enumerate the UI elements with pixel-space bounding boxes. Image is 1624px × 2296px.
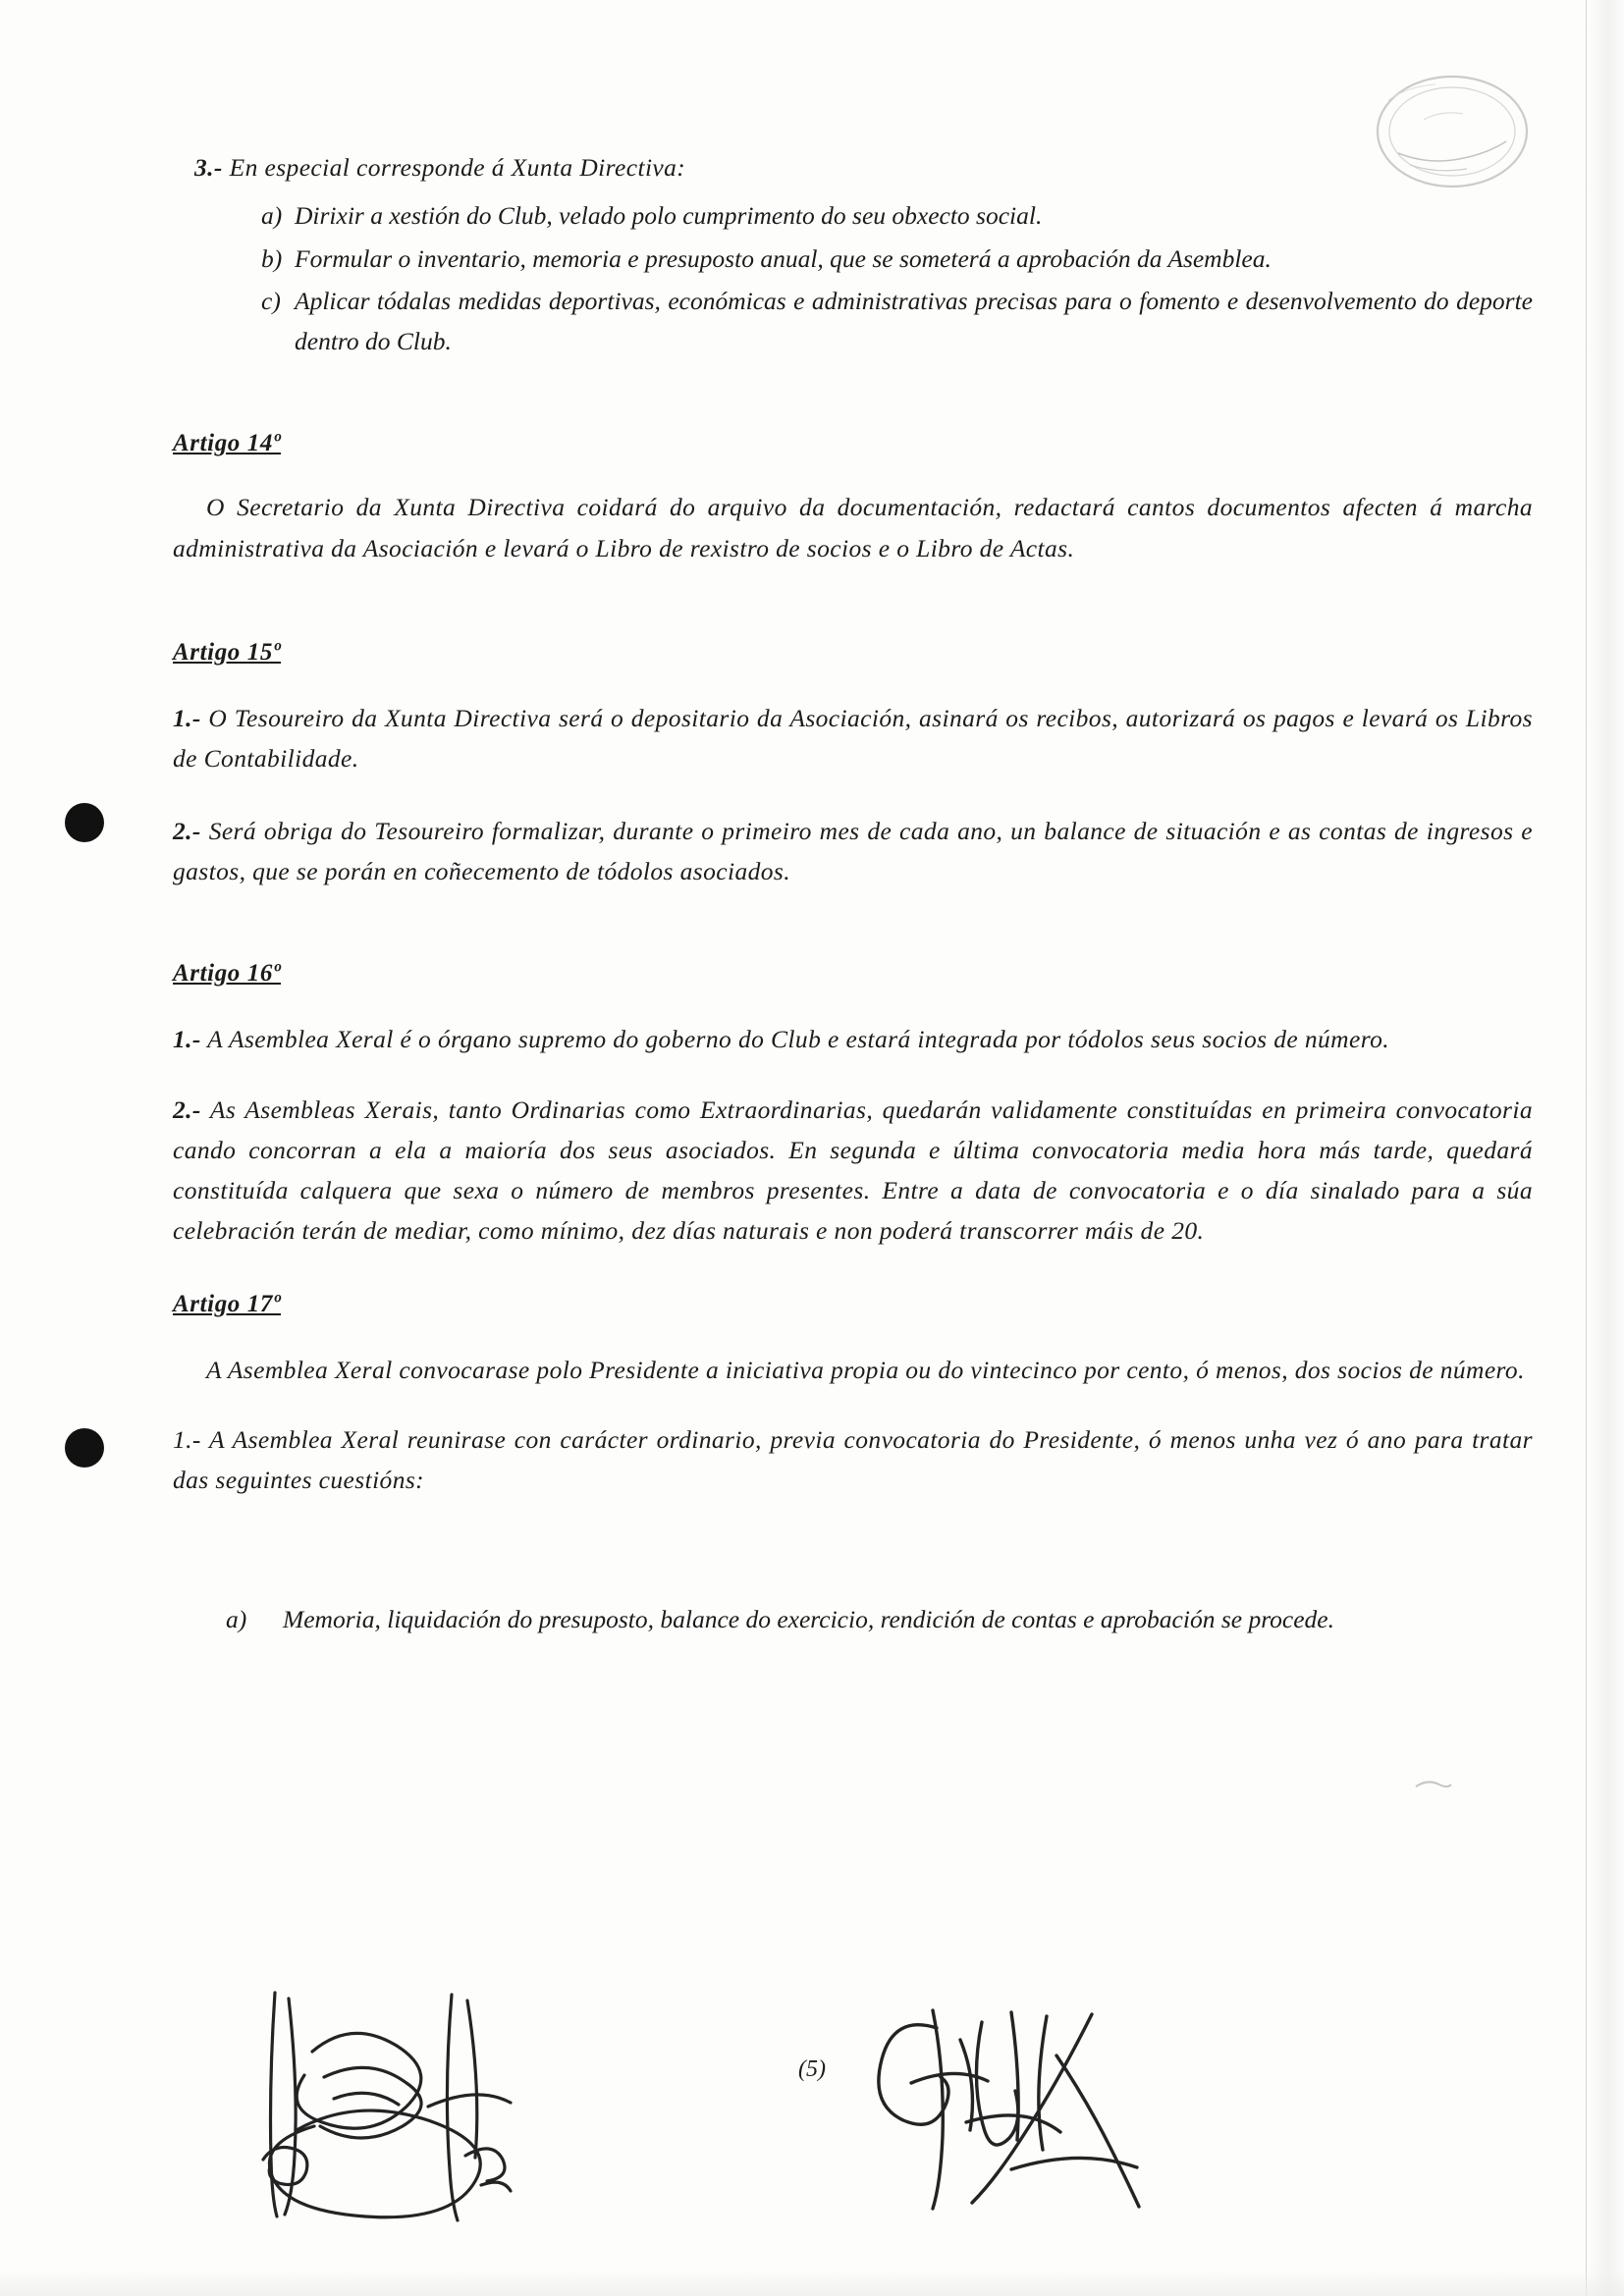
paragraph-body: O Tesoureiro da Xunta Directiva será o depositario da Asociación, asinará os recibos, autorizará os pagos e levará os Libros de Contabilidade. <box>173 704 1533 774</box>
document-body <box>173 147 1533 1641</box>
article-16-paragraph-1 <box>173 1019 1533 1059</box>
paragraph-body: Será obriga do Tesoureiro formalizar, durante o primeiro mes de cada ano, un balance de situación e as contas de ingresos e gastos, que se porán en coñecemento de tódolos asociados. <box>173 816 1533 885</box>
list-item <box>244 281 1533 362</box>
article-17-list <box>173 1599 1533 1639</box>
scan-edge-right <box>1586 0 1624 2296</box>
article-14-paragraph: O Secretario da Xunta Directiva coidará do arquivo da documentación, redactará cantos documentos afecten á marcha administrativa da Asociación e levará o Libro de rexistro de socios e o Libro de Actas. <box>173 493 1533 562</box>
punch-hole <box>65 1428 104 1468</box>
signature-right <box>864 1993 1178 2243</box>
clause-3-text <box>173 147 1533 187</box>
article-17-paragraph-1: A Asemblea Xeral convocarase polo Presidente a iniciativa propia ou do vintecinco por cento, ó menos, dos socios de número. <box>206 1355 1525 1384</box>
paragraph-lead: 2.- <box>173 1095 201 1124</box>
list-text: Memoria, liquidación do presuposto, balance do exercicio, rendición de contas e aprobación se procede. <box>283 1604 1334 1633</box>
article-15 <box>173 639 1533 891</box>
scan-smudge <box>1414 1777 1453 1792</box>
paragraph-body: As Asembleas Xerais, tanto Ordinarias como Extraordinarias, quedarán validamente constituídas en primeira convocatoria cando concorran a ela a maioría dos seus asociados. En segunda e última convocatoria media hora más tarde, quedará constituída calquera que sexa o número de membros presentes. Entre a data de convocatoria e o día sinalado para a súa celebración terán de mediar, como mínimo, dez días naturais e non poderá transcorrer máis de 20. <box>173 1095 1533 1246</box>
paragraph-lead: 1.- <box>173 704 201 733</box>
list-marker: a) <box>226 1604 247 1633</box>
page-number: (5) <box>798 2056 826 2082</box>
clause-3-body: En especial corresponde á Xunta Directiva: <box>229 153 686 182</box>
list-text: Aplicar tódalas medidas deportivas, económicas e administrativas precisas para o fomento e desenvolvemento do deporte dentro do Club. <box>295 286 1533 356</box>
article-15-heading: Artigo 15º <box>173 639 282 667</box>
article-16-paragraph-2 <box>173 1090 1533 1252</box>
paragraph-lead: 2.- <box>173 816 201 845</box>
list-marker: a) <box>261 201 283 231</box>
article-16-heading: Artigo 16º <box>173 960 282 988</box>
article-17-heading: Artigo 17º <box>173 1290 282 1317</box>
list-text: Dirixir a xestión do Club, velado polo cumprimento do seu obxecto social. <box>295 201 1043 231</box>
article-17-paragraph-2 <box>173 1419 1533 1501</box>
paragraph-body: A Asemblea Xeral reunirase con carácter ordinario, previa convocatoria do Presidente, ó menos unha vez ó ano para tratar das seguintes cuestións: <box>173 1425 1533 1495</box>
paragraph-lead: 1.- <box>173 1425 201 1455</box>
list-item <box>208 1599 1533 1639</box>
scan-edge-bottom <box>0 2270 1624 2296</box>
list-text: Formular o inventario, memoria e presuposto anual, que se someterá a aprobación da Asemblea. <box>295 243 1272 273</box>
paragraph-body: A Asemblea Xeral é o órgano supremo do goberno do Club e estará integrada por tódolos seus socios de número. <box>207 1025 1390 1054</box>
list-marker: c) <box>261 286 281 315</box>
list-marker: b) <box>261 243 283 273</box>
article-15-paragraph-2 <box>173 811 1533 892</box>
article-17 <box>173 1291 1533 1639</box>
clause-3 <box>173 147 1533 361</box>
paragraph-lead: 1.- <box>173 1025 201 1054</box>
article-15-paragraph-1 <box>173 698 1533 779</box>
signature-left <box>236 1983 648 2243</box>
article-14 <box>173 430 1533 568</box>
article-16 <box>173 960 1533 1251</box>
clause-3-list <box>173 195 1533 361</box>
clause-3-lead: 3.- <box>194 153 223 182</box>
article-14-heading: Artigo 14º <box>173 430 282 457</box>
list-item <box>244 239 1533 279</box>
punch-hole <box>65 803 104 842</box>
list-item <box>244 195 1533 236</box>
